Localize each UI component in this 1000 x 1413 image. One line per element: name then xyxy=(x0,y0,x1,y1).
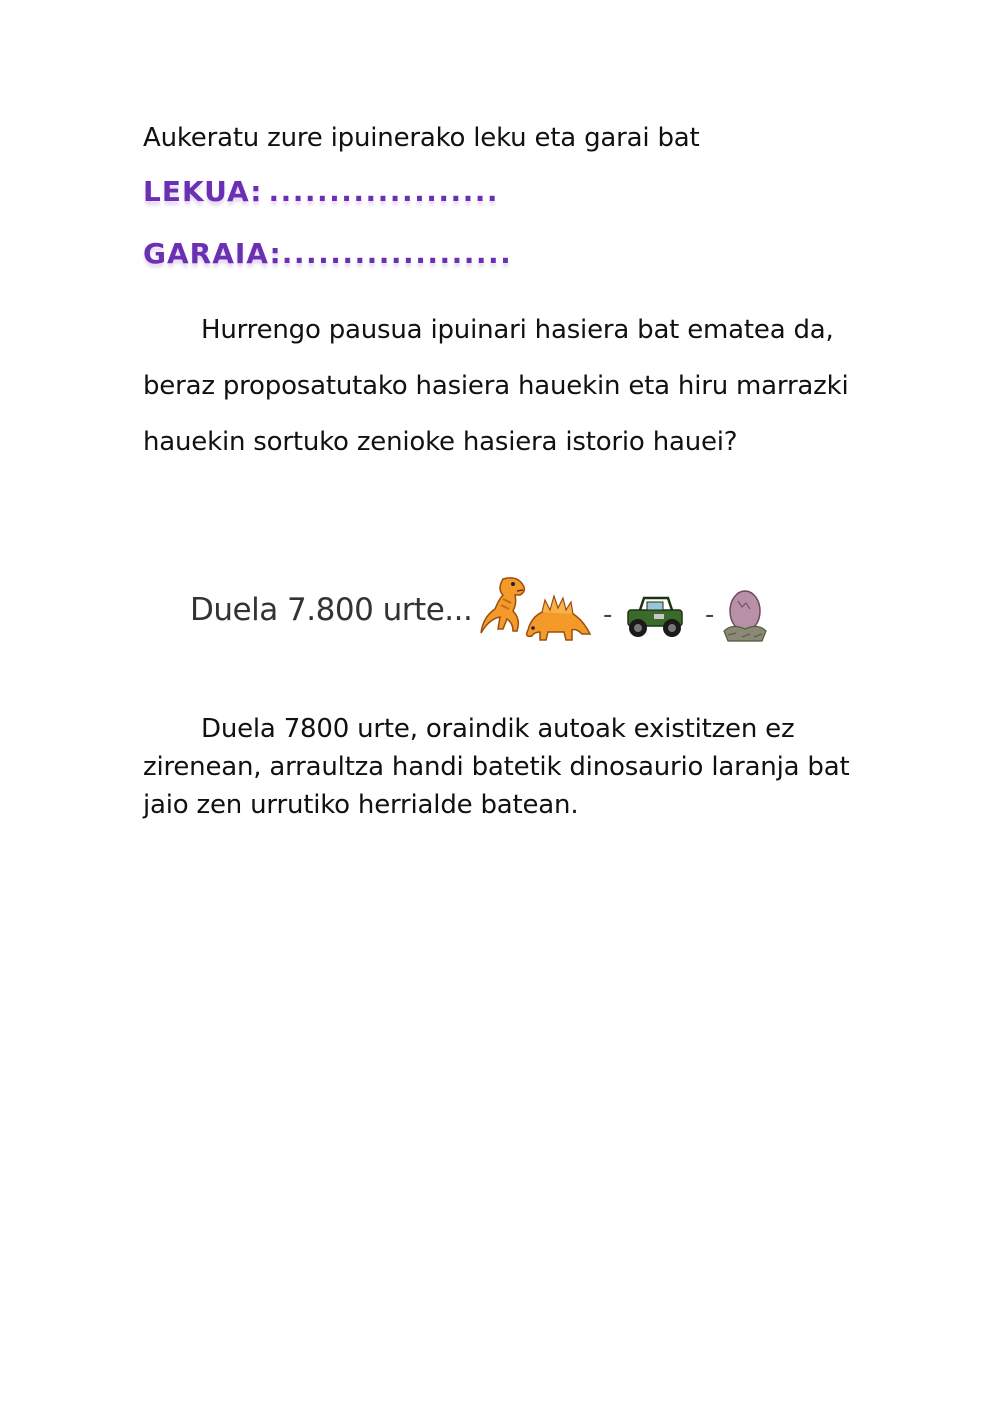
garaia-label: GARAIA: xyxy=(143,237,282,270)
garaia-blank[interactable]: ................... xyxy=(281,237,513,270)
intro-instruction: Aukeratu zure ipuinerako leku eta garai bat xyxy=(143,123,700,153)
stegosaurus-icon xyxy=(518,590,596,645)
instruction-paragraph xyxy=(143,302,863,470)
lekua-label: LEKUA: xyxy=(143,175,263,208)
lekua-blank[interactable]: ................... xyxy=(268,175,500,208)
garaia-field[interactable] xyxy=(143,237,643,285)
story-prompt-strip xyxy=(190,570,780,655)
prompt-text: Duela 7.800 urte... xyxy=(190,592,473,628)
dash-2: - xyxy=(705,600,715,630)
dash-1: - xyxy=(603,600,613,630)
story-text: Duela 7800 urte, oraindik autoak existitzen ez zirenean, arraultza handi batetik dinosaurio laranja bat jaio zen urrutiko herrialde batean. xyxy=(143,714,850,820)
lekua-field[interactable] xyxy=(143,175,643,223)
jeep-icon xyxy=(620,592,690,642)
story-paragraph xyxy=(143,710,863,824)
instruction-text: Hurrengo pausua ipuinari hasiera bat ematea da, beraz proposatutako hasiera hauekin eta hiru marrazki hauekin sortuko zenioke hasiera istorio hauei? xyxy=(143,315,849,457)
egg-icon xyxy=(720,585,770,645)
